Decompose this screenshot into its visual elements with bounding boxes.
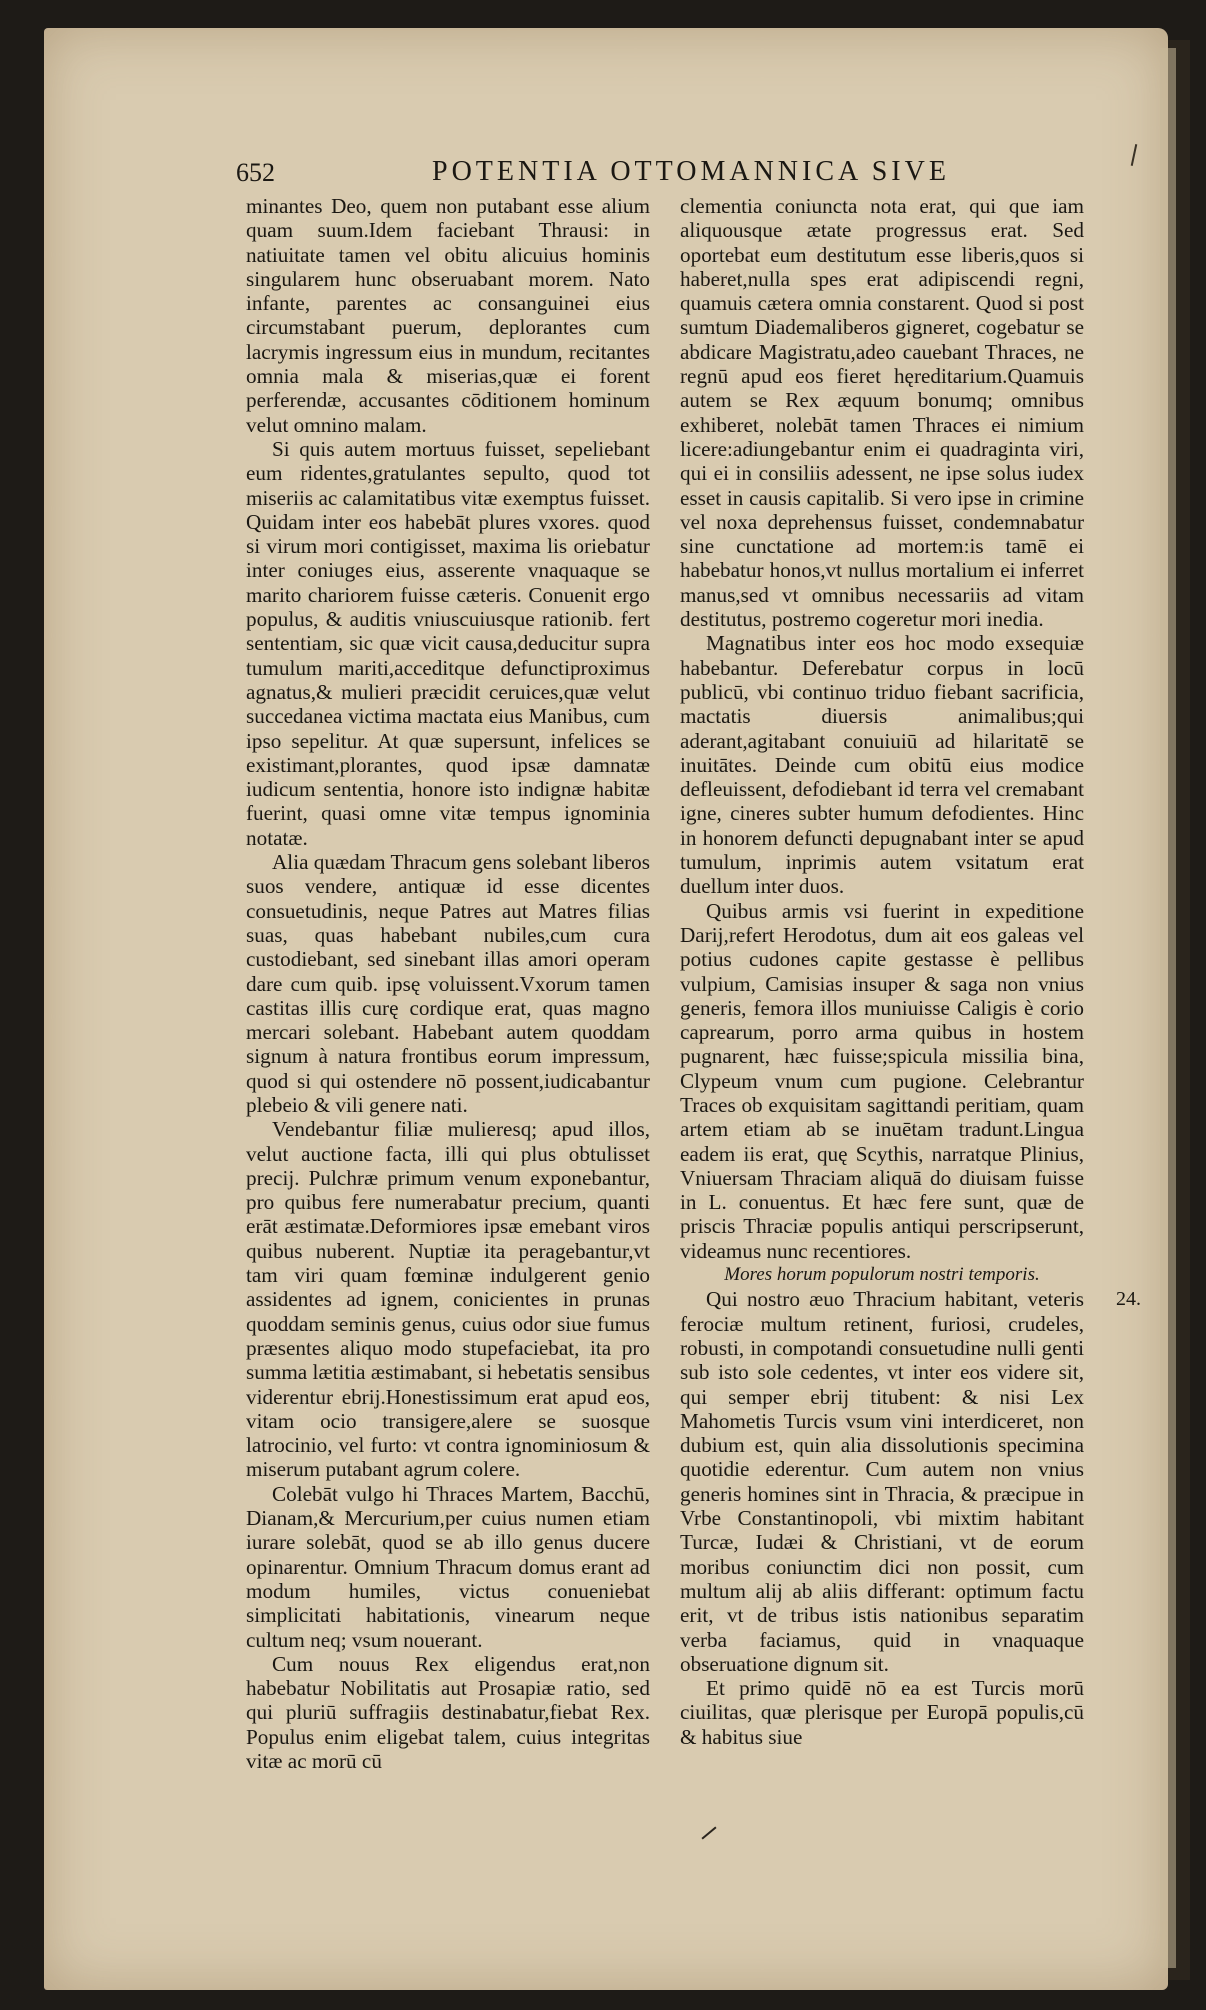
- page-number: 652: [236, 158, 275, 187]
- paragraph: Vendebantur filiæ mulieresq; apud illos, velut auctione facta, illi qui plus obtulisset precij. Pulchræ primum venum exponebantur, pro quibus fere numerabatur precium, quanti erāt æstimatæ.Deformiores ipsæ emebant viros quibus nuberent. Nuptiæ ita peragebantur,vt tam viri quam fœminæ indulgerent genio assidentes ad ignem, conicientes in prunas quoddam seminis genus, cuius odor siue fumus præsentes aliquo modo stupefaciebat, ita pro summa lætitia æstimabant, si hebetatis sensibus viderentur ebrij.Honestissimum erat apud eos, vitam ocio transigere,alere se suosque latrocinio, vel furto: vt contra ignominiosum & miserum putabant agrum colere.: [246, 1117, 650, 1482]
- paragraph: minantes Deo, quem non putabant esse alium quam suum.Idem faciebant Thrausi: in natiuitate tamen vel obitu alicuius hominis singularem hunc obseruabant morem. Nato infante, parentes ac consanguinei eius circumstabant puerum, deplorantes cum lacrymis ingressum eius in mundum, recitantes omnia mala & miserias,quæ ei forent perferendæ, accusantes cōditionem hominum velut omnino malam.: [246, 194, 650, 437]
- paragraph: Et primo quidē nō ea est Turcis morū ciuilitas, quæ plerisque per Europā populis,cū & habitus siue: [680, 1676, 1084, 1749]
- paragraph: Magnatibus inter eos hoc modo exsequiæ habebantur. Deferebatur corpus in locū publicū, vbi continuo triduo fiebant sacrificia, mactatis diuersis animalibus;qui aderant,agitabant conuiuiū ad hilaritatē se inuitātes. Deinde cum obitū eius modice defleuissent, defodiebant id terra vel cremabant igne, cineres subter humum defodientes. Hinc in honorem defuncti depugnabant inter se apud tumulum, inprimis autem vsitatum erat duellum inter duos.: [680, 631, 1084, 899]
- page-header: [236, 152, 950, 188]
- running-title: POTENTIA OTTOMANNICA SIVE: [432, 156, 950, 187]
- right-column-upper-text: [680, 194, 1084, 1263]
- margin-note: 24.: [1116, 1288, 1141, 1310]
- paragraph: Alia quædam Thracum gens solebant liberos suos vendere, antiquæ id esse dicentes consuetudinis, neque Patres aut Matres filias suas, quas habebant nubiles,cum cura custodiebant, sed sinebant illas amori operam dare cum quib. ipsę voluissent.Vxorum tamen castitas illis curę cordique erat, quas magno mercari solebant. Habebant autem quoddam signum à natura frontibus eorum impressum, quod si qui ostendere nō possent,iudicabantur plebeio & vili genere nati.: [246, 850, 650, 1117]
- right-text-column: [680, 194, 1084, 1749]
- paragraph: Qui nostro æuo Thracium habitant, veteris ferociæ multum retinent, furiosi, crudeles, robusti, in compotandi consuetudine nulli genti sub isto sole cedentes, vt inter eos videre sit, qui semper ebrij titubent: & nisi Lex Mahometis Turcis vsum vini interdiceret, non dubium est, quin alia dissolutionis specimina quotidie ederentur. Cum autem non vnius generis homines sint in Thracia, & præcipue in Vrbe Constantinopoli, vbi mixtim habitant Turcæ, Iudæi & Christiani, vt de eorum moribus coniunctim dici non possit, cum multum alij ab aliis differant: optimum factu erit, vt de tribus istis nationibus separatim verba faciamus, quid in vnaquaque obseruatione dignum sit.: [680, 1287, 1084, 1676]
- next-page-edge: [1160, 48, 1176, 1968]
- paragraph: Si quis autem mortuus fuisset, sepeliebant eum ridentes,gratulantes sepulto, quod tot miseriis ac calamitatibus vitæ exemptus fuisset. Quidam inter eos habebāt plures vxores. quod si virum mori contigisset, maxima lis oriebatur inter coniuges eius, asserente vnaquaque se marito chariorem fuisse cæteris. Conuenit ergo populus, & auditis vniuscuiusque rationib. fert sententiam, sic quæ vicit causa,deducitur supra tumulum mariti,acceditque defunctiproximus agnatus,& mulieri præcidit ceruices,quæ velut succedanea victima mactata eius Manibus, cum ipso sepelitur. At quæ supersunt, infelices se existimant,plorantes, quod ipsæ damnatæ iudicum sententia, honore isto indignæ habitæ fuerint, quasi omne vitæ tempus ignominia notatæ.: [246, 436, 650, 850]
- section-subheading: Mores horum populorum nostri temporis.: [724, 1264, 1040, 1286]
- right-column-lower-text: [680, 1287, 1084, 1749]
- paragraph: Quibus armis vsi fuerint in expeditione Darij,refert Herodotus, dum ait eos galeas vel potius cudones capite gestasse è pellibus vulpium, Camisias insuper & saga non vnius generis, femora illos muniuisse Caligis è corio caprearum, porro arma quibus in hostem pugnarent, hæc fuisse;spicula missilia bina, Clypeum vnum cum pugione. Celebrantur Traces ob exquisitam sagittandi peritiam, quam artem etiam ab se inuētam tradunt.Lingua eadem iis erat, quę Scythis, narratque Plinius, Vniuersam Thraciam aliquā do diuisam fuisse in L. conuentus. Et hæc fere sunt, quæ de priscis Thraciæ populis antiqui perscripserunt, videamus nunc recentiores.: [680, 898, 1084, 1263]
- paragraph: clementia coniuncta nota erat, qui que iam aliquousque ætate progressus erat. Sed oportebat eum destitutum esse liberis,quos si haberet,nulla spes erat adipiscendi regni, quamuis cætera omnia constarent. Quod si post sumtum Diademaliberos gigneret, cogebatur se abdicare Magistratu,adeo cauebant Thraces, ne regnū apud eos fieret hęreditarium.Quamuis autem se Rex æquum bonumq; omnibus exhiberet, nolebāt tamen Thraces ei nimium licere:adiungebantur enim ei quadraginta viri, qui ei in consiliis adessent, ne ipse solus iudex esset in causis capitalib. Si vero ipse in crimine vel noxa deprehensus fuisset, condemnabatur sine cunctatione ad mortem:is tamē ei habebatur honos,vt nullus mortalium ei inferret manus,sed vt omnibus necessariis ad vitam destitutus, postremo cogeretur mori inedia.: [680, 194, 1084, 632]
- left-text-column: [246, 194, 650, 1773]
- paragraph: Colebāt vulgo hi Thraces Martem, Bacchū, Dianam,& Mercurium,per cuius numen etiam iurare solebāt, quod se ab illo genus ducere opinarentur. Omnium Thracum domus erant ad modum humiles, victus conueniebat simplicitati habitationis, vinearum neque cultum neq; vsum nouerant.: [246, 1481, 650, 1652]
- paragraph: Cum nouus Rex eligendus erat,non habebatur Nobilitatis aut Prosapiæ ratio, sed qui pluriū suffragiis destinabatur,fiebat Rex. Populus enim eligebat talem, cuius integritas vitæ ac morū cū: [246, 1651, 650, 1773]
